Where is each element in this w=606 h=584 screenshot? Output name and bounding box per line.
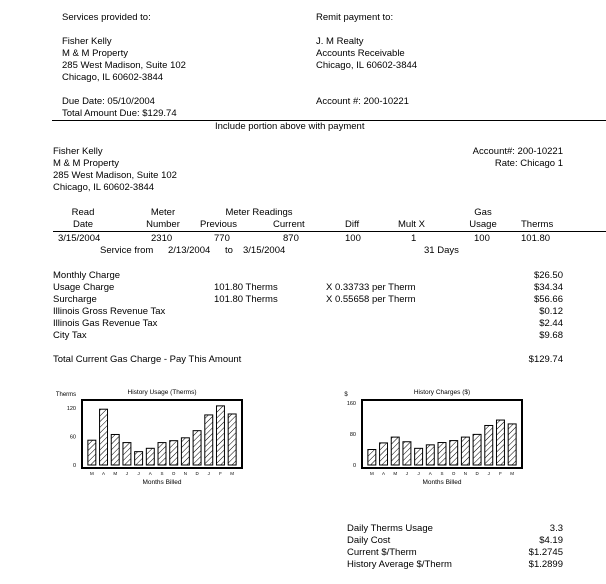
charge-amount: $26.50	[533, 270, 563, 281]
include-portion-note: Include portion above with payment	[215, 121, 365, 132]
y-tick-label: 160	[346, 401, 356, 407]
chart-bar	[111, 434, 119, 465]
chart-bar	[415, 448, 423, 465]
total-charge-amount: $129.74	[528, 354, 563, 365]
header-diff: Diff	[345, 219, 360, 230]
charge-amount: $9.68	[539, 330, 563, 341]
x-tick-label: A	[148, 471, 152, 476]
chart-bar	[193, 431, 201, 465]
gas-usage: 100	[474, 233, 490, 244]
x-tick-label: N	[183, 471, 188, 476]
chart-bar	[368, 450, 376, 466]
chart-title: History Usage (Therms)	[127, 389, 197, 396]
summary-value: 3.3	[549, 523, 563, 534]
customer-street: 285 West Madison, Suite 102	[62, 60, 186, 71]
summary-label: Daily Cost	[347, 535, 391, 546]
y-tick-label: 120	[66, 405, 76, 412]
reading-date: 3/15/2004	[58, 233, 101, 244]
x-tick-label: M	[369, 471, 374, 476]
bill-customer-street: 285 West Madison, Suite 102	[53, 170, 177, 181]
x-tick-label: O	[451, 471, 456, 476]
summary-label: Daily Therms Usage	[347, 523, 433, 534]
chart-bar	[123, 443, 131, 465]
summary-value: $1.2745	[528, 547, 563, 558]
charge-amount: $34.34	[533, 282, 563, 293]
y-tick-label: 60	[69, 434, 76, 441]
chart-bar	[146, 448, 154, 465]
remit-payment-label: Remit payment to:	[316, 12, 394, 23]
charge-label: Usage Charge	[53, 282, 115, 293]
total-charge-label: Total Current Gas Charge - Pay This Amount	[53, 354, 242, 365]
chart-bar	[473, 434, 481, 465]
chart-bar	[485, 425, 493, 465]
chart-bar	[135, 452, 143, 465]
reading-current: 870	[283, 233, 299, 244]
header-read: Read	[71, 207, 95, 218]
header-usage: Usage	[469, 219, 497, 230]
charge-label: Surcharge	[53, 294, 97, 305]
x-tick-label: J	[137, 471, 140, 476]
chart-bar	[461, 437, 469, 465]
chart-bar	[170, 441, 178, 465]
header-therms: Therms	[521, 219, 554, 230]
service-from-label: Service from	[100, 245, 154, 256]
x-tick-label: O	[171, 471, 176, 476]
x-tick-label: M	[393, 471, 398, 476]
x-tick-label: M	[113, 471, 118, 476]
header-previous: Previous	[200, 219, 237, 230]
x-tick-label: D	[195, 471, 199, 476]
x-tick-label: S	[160, 471, 164, 476]
chart-bar	[508, 424, 516, 465]
chart-bar	[205, 415, 213, 465]
header-meter: Meter	[150, 207, 176, 218]
charge-label: Illinois Gross Revenue Tax	[53, 306, 166, 317]
customer-company: M & M Property	[62, 48, 128, 59]
chart-x-label: Months Billed	[142, 479, 182, 486]
service-to-date: 3/15/2004	[243, 245, 286, 256]
chart-y-label: $	[344, 392, 348, 398]
bill-account-number: Account#: 200-10221	[472, 146, 563, 157]
bill-customer-name: Fisher Kelly	[53, 146, 103, 157]
summary-value: $4.19	[539, 535, 563, 546]
charge-label: Monthly Charge	[53, 270, 121, 281]
summary-label: History Average $/Therm	[347, 559, 452, 570]
charge-rate: X 0.55658 per Therm	[326, 294, 416, 305]
total-amount-due: Total Amount Due: $129.74	[62, 108, 177, 119]
chart-x-label: Months Billed	[422, 479, 462, 486]
x-tick-label: D	[475, 471, 479, 476]
chart-bar	[228, 414, 236, 465]
header-current: Current	[273, 219, 305, 230]
reading-diff: 100	[345, 233, 361, 244]
header-date: Date	[72, 219, 94, 230]
summary-label: Current $/Therm	[347, 547, 417, 558]
x-tick-label: J	[487, 471, 490, 476]
header-gas: Gas	[474, 207, 492, 218]
reading-mult: 1	[411, 233, 417, 244]
x-tick-label: A	[428, 471, 432, 476]
x-tick-label: A	[102, 471, 106, 476]
summary-value: $1.2899	[528, 559, 563, 570]
chart-title: History Charges ($)	[413, 389, 471, 396]
chart-bar	[158, 443, 166, 465]
chart-bar	[403, 442, 411, 465]
y-tick-label: 0	[72, 463, 76, 469]
charge-therms: 101.80 Therms	[214, 294, 278, 305]
x-tick-label: S	[440, 471, 444, 476]
x-tick-label: J	[207, 471, 210, 476]
service-from-date: 2/13/2004	[168, 245, 211, 256]
chart-bar	[216, 406, 224, 465]
meter-number: 2310	[151, 233, 173, 244]
charge-therms: 101.80 Therms	[214, 282, 278, 293]
charge-label: City Tax	[53, 330, 87, 341]
chart-bar	[426, 445, 434, 465]
x-tick-label: J	[417, 471, 420, 476]
chart-bar	[438, 443, 446, 465]
x-tick-label: M	[89, 471, 94, 476]
chart-bar	[391, 437, 399, 465]
history-usage-chart	[55, 384, 268, 490]
chart-bar	[100, 409, 108, 465]
bill-customer-company: M & M Property	[53, 158, 119, 169]
history-charges-chart	[338, 384, 548, 490]
chart-bar	[380, 443, 388, 465]
customer-city: Chicago, IL 60602-3844	[62, 72, 164, 83]
bill-rate: Rate: Chicago 1	[494, 158, 563, 169]
x-tick-label: M	[510, 471, 515, 476]
service-days: 31 Days	[424, 245, 459, 256]
charge-amount: $2.44	[539, 318, 563, 329]
table-header-rule	[53, 231, 606, 232]
remit-city: Chicago, IL 60602-3844	[316, 60, 418, 71]
header-mult: Mult X	[398, 219, 425, 230]
header-meter-readings: Meter Readings	[225, 207, 293, 218]
chart-y-label: Therms	[55, 392, 77, 398]
y-tick-label: 0	[352, 463, 356, 469]
charge-amount: $0.12	[539, 306, 563, 317]
service-to-label: to	[225, 245, 233, 256]
remit-department: Accounts Receivable	[316, 48, 405, 59]
chart-bar	[496, 420, 504, 465]
y-tick-label: 80	[349, 432, 356, 438]
chart-bar	[450, 441, 458, 465]
x-tick-label: J	[405, 471, 409, 476]
x-tick-label: N	[463, 471, 468, 476]
charge-rate: X 0.33733 per Therm	[326, 282, 416, 293]
reading-therms: 101.80	[521, 233, 551, 244]
services-provided-label: Services provided to:	[62, 12, 151, 23]
charge-label: Illinois Gas Revenue Tax	[53, 318, 158, 329]
x-tick-label: F	[219, 471, 222, 476]
chart-bar	[181, 438, 189, 465]
customer-name: Fisher Kelly	[62, 36, 112, 47]
remit-name: J. M Realty	[316, 36, 364, 47]
x-tick-label: A	[382, 471, 386, 476]
x-tick-label: F	[499, 471, 502, 476]
header-number: Number	[146, 219, 180, 230]
chart-bar	[88, 440, 96, 465]
bill-customer-city: Chicago, IL 60602-3844	[53, 182, 155, 193]
remit-account-number: Account #: 200-10221	[316, 96, 409, 107]
x-tick-label: J	[125, 471, 129, 476]
due-date: Due Date: 05/10/2004	[62, 96, 155, 107]
reading-previous: 770	[214, 233, 230, 244]
charge-amount: $56.66	[533, 294, 563, 305]
x-tick-label: M	[230, 471, 235, 476]
